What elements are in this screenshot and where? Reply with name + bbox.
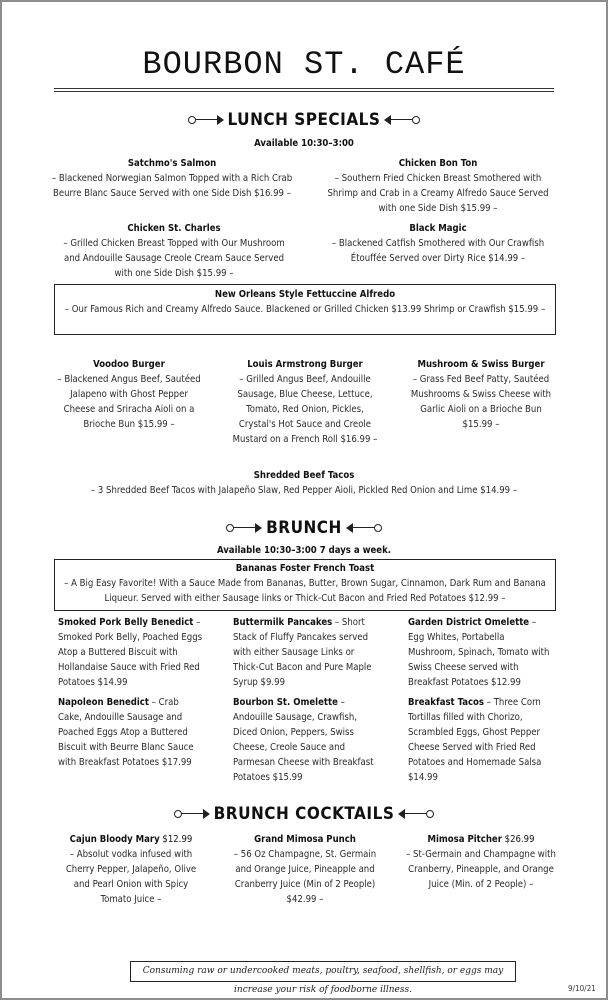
menu-date: 9/10/21 xyxy=(568,984,596,993)
arrow-right-icon xyxy=(190,115,222,125)
item-desc: – Crab Cake, Andouille Sausage and Poached Eggs Atop a Buttered Biscuit with Beurre Blanc Sauce with Breakfast Potatoes $17.99 xyxy=(58,697,194,768)
item-desc: – Blackened Norwegian Salmon Topped with a Rich Crab Beurre Blanc Sauce Served with one Side Dish $16.99 – xyxy=(51,173,293,199)
item-desc: – Egg Whites, Portabella Mushroom, Spinach, Tomato with Swiss Cheese served with Breakfast Potatoes $12.99 xyxy=(408,617,550,688)
item-desc: – Southern Fried Chicken Breast Smothered with Shrimp and Crab in a Creamy Alfredo Sauce Served with one Side Dish $15.99 – xyxy=(327,173,549,214)
menu-item xyxy=(408,695,554,785)
item-desc: – Grass Fed Beef Patty, Sautéed Mushrooms & Swiss Cheese with Garlic Aioli on a Brioche Bun $15.99 – xyxy=(410,374,552,430)
title-rule-top xyxy=(54,88,554,89)
item-price: $12.99 xyxy=(159,834,193,845)
menu-item xyxy=(408,615,554,690)
menu-item xyxy=(233,695,379,785)
lunch-availability: Available 10:30–3:00 xyxy=(254,138,354,149)
item-name: Garden District Omelette xyxy=(408,617,530,628)
menu-item xyxy=(54,468,554,498)
brunch-heading: BRUNCH xyxy=(2,518,606,538)
menu-item xyxy=(58,615,204,690)
item-name: Smoked Pork Belly Benedict xyxy=(58,617,194,628)
menu-item xyxy=(320,156,556,216)
title-rule-bottom xyxy=(54,91,554,92)
item-desc: – Our Famous Rich and Creamy Alfredo Sauce. Blackened or Grilled Chicken $13.99 Shrimp or Crawfish $15.99 – xyxy=(64,304,546,315)
item-name: Buttermilk Pancakes xyxy=(233,617,333,628)
item-name: Bourbon St. Omelette xyxy=(233,697,338,708)
item-name: Black Magic xyxy=(409,223,467,234)
arrow-right-icon xyxy=(176,809,208,819)
item-desc: – Andouille Sausage, Crawfish, Diced Onion, Peppers, Swiss Cheese, Creole Sauce and Parmesan Cheese with Breakfast Potatoes $15.99 xyxy=(233,697,374,783)
item-name: Grand Mimosa Punch xyxy=(254,834,356,845)
item-desc: – 3 Shredded Beef Tacos with Jalapeño Slaw, Red Pepper Aioli, Pickled Red Onion and Lime $14.99 – xyxy=(90,485,518,496)
item-name: Chicken St. Charles xyxy=(127,223,221,234)
menu-item xyxy=(50,156,294,201)
item-desc: – Smoked Pork Belly, Poached Eggs Atop a Buttered Biscuit with Hollandaise Sauce with Fried Red Potatoes $14.99 xyxy=(58,617,203,688)
item-desc: – A Big Easy Favorite! With a Sauce Made from Bananas, Butter, Brown Sugar, Cinnamon, Dark Rum and Banana Liqueur. Served with either Sausage links or Thick-Cut Bacon and Fried Red Potatoes $12.99 – xyxy=(64,578,546,604)
menu-item xyxy=(230,832,380,907)
item-name: Mimosa Pitcher $26.99 xyxy=(427,834,535,845)
item-desc: – Blackened Catfish Smothered with Our Crawfish Étouffée Served over Dirty Rice $14.99 – xyxy=(331,238,545,264)
menu-item xyxy=(230,357,380,447)
item-name: Louis Armstrong Burger xyxy=(247,359,363,370)
item-desc: – Absolut vodka infused with Cherry Pepper, Jalapeño, Olive and Pearl Onion with Spicy Tomato Juice – xyxy=(65,849,197,905)
item-name: Bananas Foster French Toast xyxy=(235,563,375,574)
item-name: Shredded Beef Tacos xyxy=(253,470,355,481)
lunch-heading: LUNCH SPECIALS xyxy=(2,110,606,130)
item-name: Napoleon Benedict xyxy=(58,697,149,708)
item-name: New Orleans Style Fettuccine Alfredo xyxy=(214,289,396,300)
featured-item-box xyxy=(54,559,556,611)
item-name: Breakfast Tacos xyxy=(408,697,485,708)
item-name: Mushroom & Swiss Burger xyxy=(417,359,545,370)
menu-item xyxy=(404,832,558,892)
item-name: Chicken Bon Ton xyxy=(398,158,478,169)
brunch-availability: Available 10:30–3:00 7 days a week. xyxy=(216,545,392,556)
item-name: Cajun Bloody Mary $12.99 xyxy=(69,834,193,845)
arrow-right-icon xyxy=(228,523,260,533)
item-name: Satchmo's Salmon xyxy=(127,158,217,169)
featured-item-box xyxy=(54,284,556,335)
item-desc: – Grilled Chicken Breast Topped with Our Mushroom and Andouille Sausage Creole Cream Sauce Served with one Side Dish $15.99 – xyxy=(63,238,285,279)
cocktails-heading: BRUNCH COCKTAILS xyxy=(2,804,606,824)
arrow-left-icon xyxy=(386,115,418,125)
restaurant-title: BOURBON ST. CAFÉ xyxy=(142,46,466,83)
menu-item xyxy=(58,695,204,770)
menu-item xyxy=(406,357,556,432)
item-desc: – Three Corn Tortillas filled with Chorizo, Scrambled Eggs, Ghost Pepper Cheese Served with Fried Red Potatoes and Homemade Salsa $14.99 xyxy=(408,697,542,783)
item-desc: – Grilled Angus Beef, Andouille Sausage, Blue Cheese, Lettuce, Tomato, Red Onion, Pickles, Crystal's Hot Sauce and Creole Mustard on a French Roll $16.99 – xyxy=(232,374,378,445)
item-desc: – 56 Oz Champagne, St. Germain and Orange Juice, Pineapple and Cranberry Juice (Min of 2 People) $42.99 – xyxy=(233,849,377,905)
menu-item xyxy=(58,832,204,907)
arrow-left-icon xyxy=(400,809,432,819)
item-desc: – St-Germain and Champagne with Cranberry, Pineapple, and Orange Juice (Min. of 2 People) – xyxy=(406,849,556,890)
arrow-left-icon xyxy=(348,523,380,533)
item-name: Voodoo Burger xyxy=(93,359,165,370)
menu-item xyxy=(58,221,290,281)
item-desc: – Blackened Angus Beef, Sautéed Jalapeno with Ghost Pepper Cheese and Sriracha Aioli on a Brioche Bun $15.99 – xyxy=(57,374,201,430)
food-safety-disclaimer: Consuming raw or undercooked meats, poultry, seafood, shellfish, or eggs may increase your risk of foodborne illness. xyxy=(130,961,516,982)
menu-item xyxy=(54,357,204,432)
menu-item xyxy=(233,615,379,690)
menu-item xyxy=(320,221,556,266)
item-price: $26.99 xyxy=(501,834,535,845)
item-desc: – Short Stack of Fluffy Pancakes served with either Sausage Links or Thick-Cut Bacon and Pure Maple Syrup $9.99 xyxy=(233,617,372,688)
